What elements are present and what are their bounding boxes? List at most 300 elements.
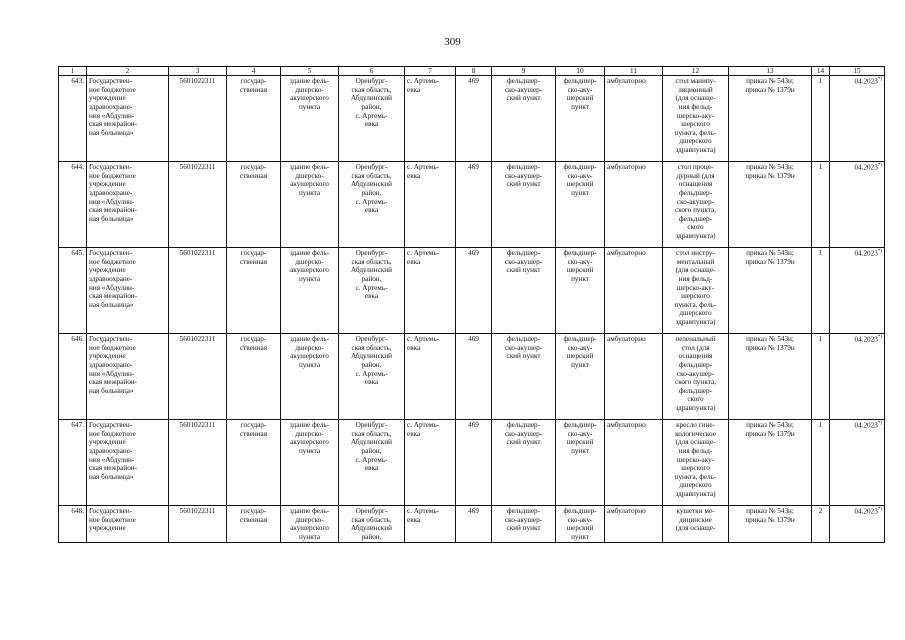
equipment-cell-line: (для оснаще- bbox=[675, 94, 716, 103]
equipment-cell-line: дшерского bbox=[679, 481, 712, 490]
column-number-4: 4 bbox=[227, 67, 281, 76]
locality-cell-line: с. Артемь- bbox=[407, 77, 440, 85]
equipment-cell-line: стол манипу- bbox=[675, 77, 716, 85]
quantity-cell: 1 bbox=[812, 76, 830, 162]
organization-cell bbox=[87, 162, 169, 248]
address-cell-line: ская область, bbox=[351, 515, 392, 524]
building-cell-line: акушерского bbox=[290, 524, 329, 533]
organization-cell bbox=[87, 334, 169, 420]
column-number-9: 9 bbox=[492, 67, 556, 76]
code-cell: 469 bbox=[456, 334, 492, 420]
building-cell-line: пункта bbox=[298, 360, 321, 369]
organization-cell-line: ная больница» bbox=[89, 128, 134, 137]
equipment-cell-line: (для оснаще- bbox=[675, 266, 716, 275]
column-number-1: 1 bbox=[59, 67, 87, 76]
order-cell-line: приказ № 1379н bbox=[745, 85, 795, 94]
medical-point-type-cell-line: ско-аку- bbox=[567, 85, 593, 94]
date-value: 04.2023 bbox=[854, 335, 878, 344]
organization-cell-line: ская межрайон- bbox=[89, 292, 138, 301]
date-value: 04.2023 bbox=[854, 249, 878, 258]
building-cell-line: акушерского bbox=[290, 438, 329, 447]
organization-cell-line: ская межрайон- bbox=[89, 120, 138, 129]
address-cell-line: евка bbox=[364, 206, 379, 215]
equipment-cell-line: здравпункта) bbox=[675, 232, 716, 241]
building-cell-line: дшерско- bbox=[295, 343, 324, 352]
equipment-cell-line: дурный (для bbox=[676, 171, 715, 180]
organization-cell-line: здравоохране- bbox=[89, 446, 133, 455]
locality-cell bbox=[405, 248, 456, 334]
medical-point-type-cell-line: шерский bbox=[566, 524, 594, 533]
address-cell-line: Абдулинский bbox=[351, 266, 392, 275]
organization-cell-line: здравоохране- bbox=[89, 102, 133, 111]
organization-cell-line: Государствен- bbox=[89, 77, 133, 85]
locality-cell-line: евка bbox=[407, 257, 421, 266]
address-cell-line: с. Артемь- bbox=[355, 197, 388, 206]
equipment-cell-line: оснащения bbox=[678, 180, 713, 189]
organization-cell-line: Государствен- bbox=[89, 335, 133, 343]
row-number-cell: 644. bbox=[59, 162, 87, 248]
inn-cell: 5601022311 bbox=[169, 248, 227, 334]
building-cell-line: здание фель- bbox=[289, 77, 330, 85]
organization-cell-line: ская межрайон- bbox=[89, 378, 138, 387]
table-row bbox=[59, 76, 885, 162]
equipment-cell-line: шерского bbox=[681, 292, 710, 301]
address-cell-line: с. Артемь- bbox=[355, 111, 388, 120]
organization-cell-line: учреждение bbox=[89, 94, 126, 103]
medical-point-cell bbox=[492, 248, 556, 334]
medical-point-type-cell-line: пункт bbox=[571, 360, 589, 369]
organization-cell-line: учреждение bbox=[89, 180, 126, 189]
organization-cell-line: ное бюджетное bbox=[89, 343, 136, 352]
medical-point-type-cell-line: пункт bbox=[571, 188, 589, 197]
ownership-cell bbox=[227, 76, 281, 162]
code-cell: 469 bbox=[456, 506, 492, 543]
medical-point-type-cell-line: ско-аку- bbox=[567, 257, 593, 266]
quantity-cell: 1 bbox=[812, 162, 830, 248]
locality-cell bbox=[405, 334, 456, 420]
locality-cell-line: евка bbox=[407, 171, 421, 180]
medical-point-cell-line: ско-акушер- bbox=[504, 85, 543, 94]
medical-point-cell-line: ско-акушер- bbox=[504, 171, 543, 180]
medical-point-type-cell-line: пункт bbox=[571, 446, 589, 455]
equipment-cell-line: шерско-аку- bbox=[676, 283, 715, 292]
building-cell-line: пункта bbox=[298, 102, 321, 111]
order-cell-line: приказ № 543н; bbox=[746, 163, 794, 171]
building-cell-line: акушерского bbox=[290, 94, 329, 103]
address-cell bbox=[339, 334, 405, 420]
row-number-cell: 647. bbox=[59, 420, 87, 506]
ownership-cell-line: государ- bbox=[240, 163, 267, 171]
locality-cell-line: с. Артемь- bbox=[407, 163, 440, 171]
address-cell bbox=[339, 76, 405, 162]
address-cell-line: Абдулинский bbox=[351, 352, 392, 361]
building-cell-line: дшерско- bbox=[295, 429, 324, 438]
medical-point-type-cell-line: шерский bbox=[566, 438, 594, 447]
equipment-cell-line: (для оснаще- bbox=[675, 524, 716, 533]
equipment-cell-line: здравпункта) bbox=[675, 318, 716, 327]
date-value: 04.2023 bbox=[854, 421, 878, 430]
equipment-cell-line: стол проце- bbox=[677, 163, 714, 171]
address-cell-line: евка bbox=[364, 378, 379, 387]
medical-point-type-cell bbox=[556, 76, 605, 162]
equipment-cell-line: кушетки ме- bbox=[676, 507, 715, 515]
equipment-cell bbox=[663, 76, 729, 162]
medical-point-type-cell-line: шерский bbox=[566, 180, 594, 189]
medical-point-type-cell bbox=[556, 162, 605, 248]
locality-cell-line: евка bbox=[407, 429, 421, 438]
address-cell-line: ская область, bbox=[351, 343, 392, 352]
row-number-cell: 648. bbox=[59, 506, 87, 543]
medical-point-type-cell-line: ско-аку- bbox=[567, 171, 593, 180]
date-cell bbox=[830, 76, 885, 162]
column-number-11: 11 bbox=[605, 67, 663, 76]
order-cell bbox=[729, 76, 812, 162]
order-cell bbox=[729, 162, 812, 248]
medical-point-type-cell-line: фельдшер- bbox=[563, 249, 597, 257]
date-cell bbox=[830, 162, 885, 248]
address-cell-line: район, bbox=[361, 102, 382, 111]
medical-point-cell-line: фельдшер- bbox=[506, 163, 541, 171]
address-cell-line: евка bbox=[364, 464, 379, 473]
register-table bbox=[58, 66, 885, 543]
date-cell bbox=[830, 420, 885, 506]
equipment-cell-line: стол инстру- bbox=[676, 249, 715, 257]
code-cell: 469 bbox=[456, 162, 492, 248]
inn-cell: 5601022311 bbox=[169, 76, 227, 162]
address-cell bbox=[339, 506, 405, 543]
equipment-cell-line: ского пункта, bbox=[675, 206, 716, 215]
medical-point-type-cell-line: шерский bbox=[566, 94, 594, 103]
column-number-3: 3 bbox=[169, 67, 227, 76]
building-cell bbox=[281, 334, 339, 420]
column-number-6: 6 bbox=[339, 67, 405, 76]
equipment-cell-line: ско-акушер- bbox=[676, 369, 715, 378]
row-number-cell: 643. bbox=[59, 76, 87, 162]
organization-cell-line: ния «Абдулин- bbox=[89, 111, 135, 120]
ownership-cell-line: ственная bbox=[239, 171, 268, 180]
medical-point-cell-line: ский пункт bbox=[506, 352, 541, 361]
quantity-cell: 1 bbox=[812, 420, 830, 506]
date-cell bbox=[830, 248, 885, 334]
organization-cell bbox=[87, 76, 169, 162]
equipment-cell-line: шерско-аку- bbox=[676, 455, 715, 464]
table-body bbox=[59, 76, 885, 543]
medical-point-type-cell-line: шерский bbox=[566, 266, 594, 275]
order-cell bbox=[729, 506, 812, 543]
ownership-cell-line: ственная bbox=[239, 429, 268, 438]
ownership-cell bbox=[227, 506, 281, 543]
building-cell-line: дшерско- bbox=[295, 85, 324, 94]
organization-cell-line: здравоохране- bbox=[89, 360, 133, 369]
medical-point-cell bbox=[492, 76, 556, 162]
organization-cell bbox=[87, 248, 169, 334]
medical-point-cell-line: ский пункт bbox=[506, 438, 541, 447]
equipment-cell-line: пункта, фель- bbox=[674, 300, 717, 309]
column-number-13: 13 bbox=[729, 67, 812, 76]
building-cell-line: акушерского bbox=[290, 352, 329, 361]
equipment-cell-line: здравпункта) bbox=[675, 490, 716, 499]
equipment-cell-line: стол (для bbox=[681, 343, 710, 352]
ownership-cell bbox=[227, 162, 281, 248]
address-cell-line: Оренбург- bbox=[355, 249, 388, 257]
equipment-cell bbox=[663, 162, 729, 248]
order-cell-line: приказ № 543н; bbox=[746, 421, 794, 429]
equipment-cell-line: здравпункта) bbox=[675, 146, 716, 155]
address-cell-line: ская область, bbox=[351, 85, 392, 94]
equipment-cell-line: шерско-аку- bbox=[676, 111, 715, 120]
footnote-mark: *) bbox=[877, 163, 882, 168]
equipment-cell-line: ния фельд- bbox=[678, 446, 713, 455]
organization-cell-line: учреждение bbox=[89, 266, 126, 275]
address-cell-line: Абдулинский bbox=[351, 94, 392, 103]
care-form-cell: амбулаторно bbox=[605, 420, 663, 506]
address-cell-line: Абдулинский bbox=[351, 524, 392, 533]
ownership-cell bbox=[227, 420, 281, 506]
address-cell-line: ская область, bbox=[351, 171, 392, 180]
table-row bbox=[59, 334, 885, 420]
table-row bbox=[59, 420, 885, 506]
equipment-cell-line: ского bbox=[687, 223, 704, 232]
equipment-cell-line: дшерского bbox=[679, 309, 712, 318]
medical-point-cell-line: фельдшер- bbox=[506, 77, 541, 85]
ownership-cell bbox=[227, 334, 281, 420]
order-cell bbox=[729, 334, 812, 420]
address-cell-line: евка bbox=[364, 120, 379, 129]
organization-cell-line: ное бюджетное bbox=[89, 257, 136, 266]
row-number-cell: 646. bbox=[59, 334, 87, 420]
quantity-cell: 2 bbox=[812, 506, 830, 543]
medical-point-type-cell-line: фельдшер- bbox=[563, 335, 597, 343]
building-cell-line: пункта bbox=[298, 446, 321, 455]
inn-cell: 5601022311 bbox=[169, 420, 227, 506]
address-cell-line: Оренбург- bbox=[355, 335, 388, 343]
medical-point-cell-line: ско-акушер- bbox=[504, 429, 543, 438]
equipment-cell bbox=[663, 334, 729, 420]
column-number-2: 2 bbox=[87, 67, 169, 76]
order-cell-line: приказ № 1379н bbox=[745, 171, 795, 180]
equipment-cell-line: фельдшер- bbox=[678, 360, 713, 369]
medical-point-cell-line: фельдшер- bbox=[506, 421, 541, 429]
medical-point-cell bbox=[492, 506, 556, 543]
medical-point-type-cell-line: ско-аку- bbox=[567, 429, 593, 438]
row-number-cell: 645. bbox=[59, 248, 87, 334]
organization-cell-line: ная больница» bbox=[89, 300, 134, 309]
ownership-cell-line: государ- bbox=[240, 335, 267, 343]
address-cell-line: с. Артемь- bbox=[355, 455, 388, 464]
equipment-cell-line: ния фельд- bbox=[678, 102, 713, 111]
equipment-cell-line: фельдшер- bbox=[678, 214, 713, 223]
footnote-mark: *) bbox=[877, 249, 882, 254]
equipment-cell-line: ментальный bbox=[676, 257, 715, 266]
organization-cell-line: ная больница» bbox=[89, 386, 134, 395]
address-cell-line: Оренбург- bbox=[355, 421, 388, 429]
medical-point-cell bbox=[492, 162, 556, 248]
equipment-cell-line: кологическое bbox=[675, 429, 716, 438]
medical-point-cell-line: ский пункт bbox=[506, 266, 541, 275]
medical-point-type-cell bbox=[556, 334, 605, 420]
medical-point-type-cell-line: пункт bbox=[571, 274, 589, 283]
building-cell bbox=[281, 248, 339, 334]
medical-point-type-cell-line: пункт bbox=[571, 532, 589, 541]
footnote-mark: *) bbox=[877, 77, 882, 82]
building-cell-line: здание фель- bbox=[289, 249, 330, 257]
date-value: 04.2023 bbox=[854, 163, 878, 172]
equipment-cell-line: (для оснаще- bbox=[675, 438, 716, 447]
organization-cell-line: здравоохране- bbox=[89, 274, 133, 283]
medical-point-cell-line: фельдшер- bbox=[506, 335, 541, 343]
date-cell bbox=[830, 506, 885, 543]
organization-cell bbox=[87, 420, 169, 506]
address-cell-line: с. Артемь- bbox=[355, 369, 388, 378]
order-cell-line: приказ № 543н; bbox=[746, 249, 794, 257]
ownership-cell-line: ственная bbox=[239, 343, 268, 352]
building-cell-line: дшерско- bbox=[295, 515, 324, 524]
building-cell-line: дшерско- bbox=[295, 171, 324, 180]
equipment-cell-line: пункта, фель- bbox=[674, 128, 717, 137]
address-cell-line: Оренбург- bbox=[355, 163, 388, 171]
address-cell-line: ская область, bbox=[351, 429, 392, 438]
medical-point-type-cell bbox=[556, 506, 605, 543]
building-cell-line: здание фель- bbox=[289, 507, 330, 515]
care-form-cell: амбулаторно bbox=[605, 334, 663, 420]
equipment-cell-line: ния фельд- bbox=[678, 274, 713, 283]
column-number-15: 15 bbox=[830, 67, 885, 76]
locality-cell-line: евка bbox=[407, 515, 421, 524]
organization-cell-line: Государствен- bbox=[89, 507, 133, 515]
equipment-cell-line: шерского bbox=[681, 120, 710, 129]
quantity-cell: 1 bbox=[812, 248, 830, 334]
building-cell-line: пункта bbox=[298, 188, 321, 197]
locality-cell bbox=[405, 420, 456, 506]
care-form-cell: амбулаторно bbox=[605, 506, 663, 543]
organization-cell bbox=[87, 506, 169, 543]
code-cell: 469 bbox=[456, 76, 492, 162]
ownership-cell-line: государ- bbox=[240, 507, 267, 515]
locality-cell-line: с. Артемь- bbox=[407, 421, 440, 429]
medical-point-cell bbox=[492, 420, 556, 506]
organization-cell-line: учреждение bbox=[89, 352, 126, 361]
organization-cell-line: Государствен- bbox=[89, 249, 133, 257]
organization-cell-line: ская межрайон- bbox=[89, 464, 138, 473]
address-cell-line: район, bbox=[361, 446, 382, 455]
date-value: 04.2023 bbox=[854, 77, 878, 86]
address-cell bbox=[339, 420, 405, 506]
address-cell-line: Абдулинский bbox=[351, 180, 392, 189]
inn-cell: 5601022311 bbox=[169, 334, 227, 420]
ownership-cell-line: государ- bbox=[240, 249, 267, 257]
organization-cell-line: ния «Абдулин- bbox=[89, 455, 135, 464]
medical-point-type-cell-line: ско-аку- bbox=[567, 515, 593, 524]
order-cell-line: приказ № 543н; bbox=[746, 77, 794, 85]
table-row bbox=[59, 248, 885, 334]
address-cell-line: с. Артемь- bbox=[355, 283, 388, 292]
equipment-cell-line: пункта, фель- bbox=[674, 472, 717, 481]
building-cell bbox=[281, 420, 339, 506]
medical-point-cell-line: ский пункт bbox=[506, 180, 541, 189]
order-cell-line: приказ № 1379н bbox=[745, 257, 795, 266]
medical-point-cell-line: ский пункт bbox=[506, 524, 541, 533]
organization-cell-line: ния «Абдулин- bbox=[89, 197, 135, 206]
ownership-cell-line: государ- bbox=[240, 77, 267, 85]
date-value: 04.2023 bbox=[854, 507, 878, 516]
equipment-cell bbox=[663, 420, 729, 506]
code-cell: 469 bbox=[456, 248, 492, 334]
medical-point-type-cell-line: фельдшер- bbox=[563, 163, 597, 171]
order-cell-line: приказ № 543н; bbox=[746, 335, 794, 343]
locality-cell-line: с. Артемь- bbox=[407, 507, 440, 515]
locality-cell bbox=[405, 506, 456, 543]
building-cell-line: акушерского bbox=[290, 180, 329, 189]
organization-cell-line: ная больница» bbox=[89, 214, 134, 223]
equipment-cell bbox=[663, 506, 729, 543]
equipment-cell-line: дшерского bbox=[679, 137, 712, 146]
building-cell bbox=[281, 506, 339, 543]
equipment-cell-line: фельдшер- bbox=[678, 386, 713, 395]
equipment-cell-line: фельдшер- bbox=[678, 188, 713, 197]
organization-cell-line: ная больница» bbox=[89, 472, 134, 481]
building-cell-line: дшерско- bbox=[295, 257, 324, 266]
equipment-cell bbox=[663, 248, 729, 334]
organization-cell-line: ния «Абдулин- bbox=[89, 369, 135, 378]
medical-point-cell bbox=[492, 334, 556, 420]
ownership-cell-line: ственная bbox=[239, 257, 268, 266]
locality-cell-line: с. Артемь- bbox=[407, 249, 440, 257]
date-cell bbox=[830, 334, 885, 420]
building-cell-line: здание фель- bbox=[289, 335, 330, 343]
care-form-cell: амбулаторно bbox=[605, 248, 663, 334]
medical-point-cell-line: фельдшер- bbox=[506, 249, 541, 257]
medical-point-cell-line: ско-акушер- bbox=[504, 257, 543, 266]
medical-point-type-cell-line: фельдшер- bbox=[563, 507, 597, 515]
organization-cell-line: Государствен- bbox=[89, 163, 133, 171]
column-number-12: 12 bbox=[663, 67, 729, 76]
column-number-10: 10 bbox=[556, 67, 605, 76]
building-cell-line: пункта bbox=[298, 274, 321, 283]
organization-cell-line: ская межрайон- bbox=[89, 206, 138, 215]
locality-cell bbox=[405, 162, 456, 248]
organization-cell-line: ное бюджетное bbox=[89, 515, 136, 524]
medical-point-type-cell-line: пункт bbox=[571, 102, 589, 111]
order-cell bbox=[729, 420, 812, 506]
medical-point-cell-line: ский пункт bbox=[506, 94, 541, 103]
address-cell-line: евка bbox=[364, 292, 379, 301]
address-cell-line: Оренбург- bbox=[355, 77, 388, 85]
address-cell-line: Абдулинский bbox=[351, 438, 392, 447]
address-cell-line: район, bbox=[361, 274, 382, 283]
order-cell-line: приказ № 1379н bbox=[745, 429, 795, 438]
footnote-mark: *) bbox=[877, 335, 882, 340]
table-row bbox=[59, 162, 885, 248]
building-cell-line: пункта bbox=[298, 532, 321, 541]
address-cell-line: район, bbox=[361, 532, 382, 541]
order-cell bbox=[729, 248, 812, 334]
equipment-cell-line: оснащения bbox=[678, 352, 713, 361]
medical-point-type-cell-line: шерский bbox=[566, 352, 594, 361]
inn-cell: 5601022311 bbox=[169, 162, 227, 248]
table-row bbox=[59, 506, 885, 543]
ownership-cell-line: государ- bbox=[240, 421, 267, 429]
address-cell-line: Оренбург- bbox=[355, 507, 388, 515]
locality-cell-line: евка bbox=[407, 85, 421, 94]
equipment-cell-line: дицинские bbox=[679, 515, 712, 524]
inn-cell: 5601022311 bbox=[169, 506, 227, 543]
medical-point-cell-line: ско-акушер- bbox=[504, 515, 543, 524]
medical-point-cell-line: ско-акушер- bbox=[504, 343, 543, 352]
medical-point-type-cell bbox=[556, 248, 605, 334]
footnote-mark: *) bbox=[877, 507, 882, 512]
address-cell-line: район, bbox=[361, 360, 382, 369]
equipment-cell-line: ского bbox=[687, 395, 704, 404]
